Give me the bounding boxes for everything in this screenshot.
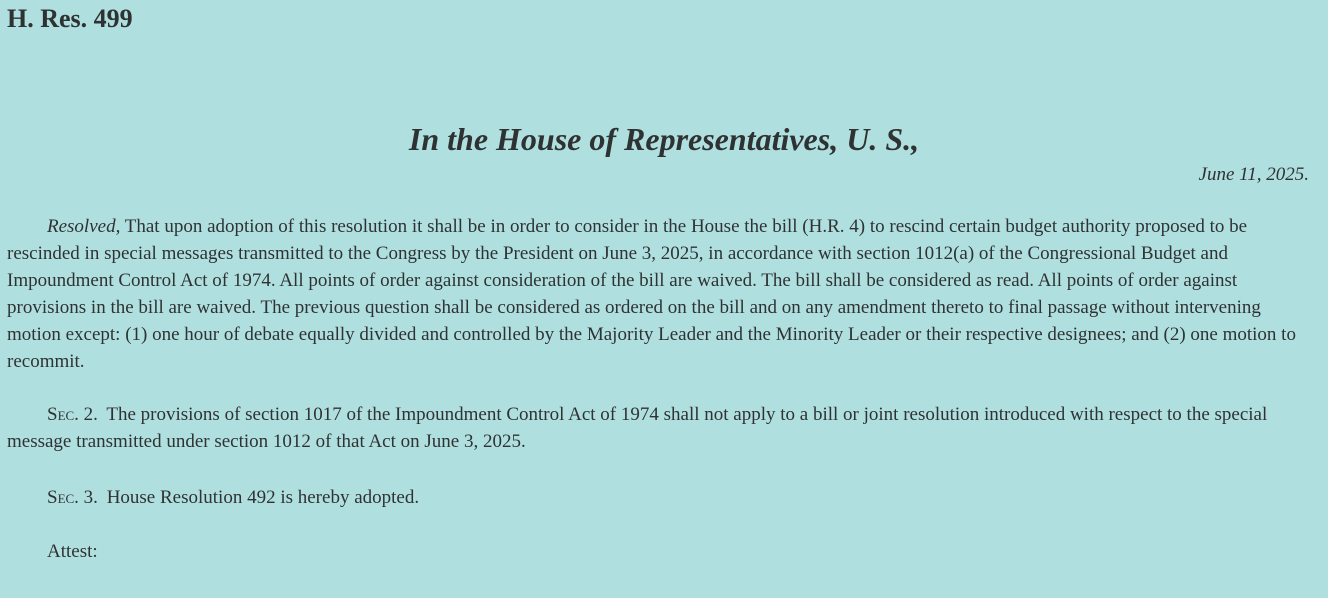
resolution-number: H. Res. 499 xyxy=(7,4,133,33)
chamber-heading: In the House of Representatives, U. S., xyxy=(408,121,920,157)
resolved-clause xyxy=(7,213,1318,375)
section-3 xyxy=(7,484,1318,511)
resolved-lead: Resolved, xyxy=(47,216,121,237)
section-3-label: Sec. 3. xyxy=(47,487,98,508)
resolved-text: That upon adoption of this resolution it shall be in order to consider in the House the bill (H.R. 4) to rescind certain budget authority proposed to be rescinded in special messages transmitted to the Congress by the President on June 3, 2025, in accordance with section 1012(a) of the Congressional Budget and Impoundment Control Act of 1974. All points of order against consideration of the bill are waived. The bill shall be considered as read. All points of order against provisions in the bill are waived. The previous question shall be considered as ordered on the bill and on any amendment thereto to final passage without intervening motion except: (1) one hour of debate equally divided and controlled by the Majority Leader and the Minority Leader or their respective designees; and (2) one motion to recommit. xyxy=(7,216,1296,372)
section-2-label: Sec. 2. xyxy=(47,404,98,425)
section-2 xyxy=(7,401,1318,455)
attest-line: Attest: xyxy=(47,541,98,562)
resolution-date: June 11, 2025. xyxy=(1198,164,1309,185)
section-2-text: The provisions of section 1017 of the Impoundment Control Act of 1974 shall not apply to a bill or joint resolution introduced with respect to the special message transmitted under section 1012 of that Act on June 3, 2025. xyxy=(7,404,1268,452)
section-3-text: House Resolution 492 is hereby adopted. xyxy=(106,487,420,508)
